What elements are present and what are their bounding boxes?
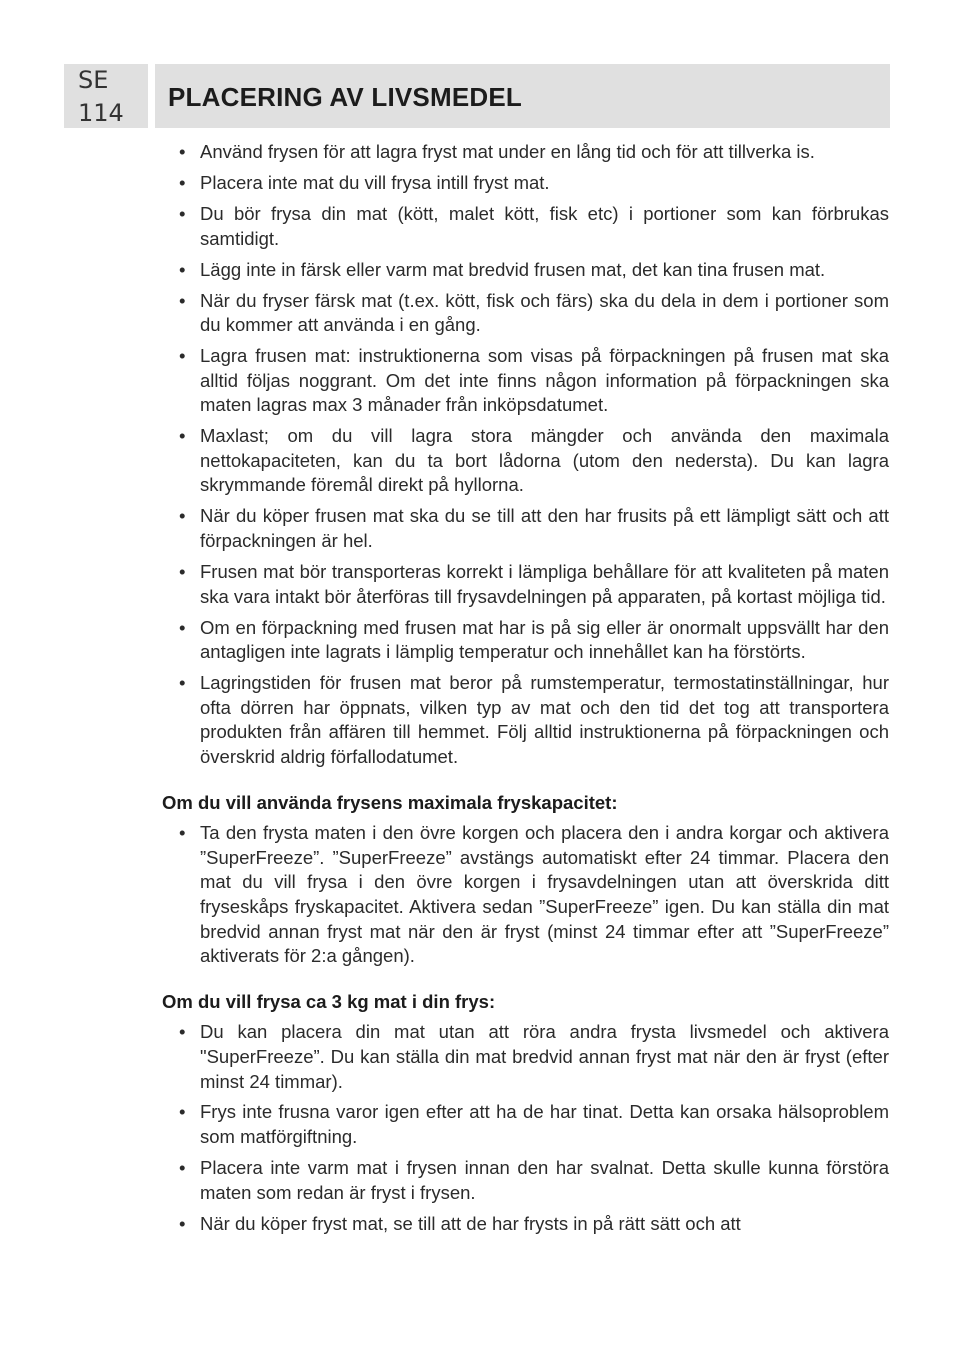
storage-list: [162, 140, 889, 770]
list-item: • Ta den frysta maten i den övre korgen och placera den i andra korgar och aktivera ”SuperFreeze”. ”SuperFreeze” avstängs automatiskt efter 24 timmar. Placera den mat du vill frysa i den övre korgen i frysavdelningen utan att överskrida ditt fryseskåps fryskapacitet. Aktivera sedan ”SuperFreeze” igen. Du kan ställa din mat bredvid annan fryst mat när den är fryst (minst 24 timmar efter att ”SuperFreeze” aktiverats för 2:a gången).: [162, 821, 889, 969]
list-item: • Lagringstiden för frusen mat beror på rumstemperatur, termostatinställningar, hur ofta dörren har öppnats, vilken typ av mat och den tid det tog att transportera produkten från affären till hemmet. Följ alltid instruktionerna på förpackningen och överskrid aldrig förfallodatumet.: [162, 671, 889, 769]
list-item: • Du kan placera din mat utan att röra andra frysta livsmedel och aktivera "SuperFreeze”. Du kan ställa din mat bredvid annan fryst mat när den är fryst (efter minst 24 timmar).: [162, 1020, 889, 1094]
page-title: PLACERING AV LIVSMEDEL: [168, 82, 522, 112]
list-item: • Frusen mat bör transporteras korrekt i lämpliga behållare för att kvaliteten på maten ska vara intakt bör återföras till frysavdelningen på apparaten, på kortast möjliga tid.: [162, 560, 889, 609]
language-code: SE: [78, 66, 109, 94]
list-item: • Om en förpackning med frusen mat har is på sig eller är onormalt uppsvällt har den antagligen inte lagrats i lämplig temperatur och innehållet kan ha förstörts.: [162, 616, 889, 665]
list-item: • Du bör frysa din mat (kött, malet kött, fisk etc) i portioner som kan förbrukas samtidigt.: [162, 202, 889, 251]
content: [162, 140, 889, 1243]
page-number: 114: [78, 99, 124, 127]
section-heading-3kg: Om du vill frysa ca 3 kg mat i din frys:: [162, 990, 496, 1012]
list-item: • Lägg inte in färsk eller varm mat bredvid frusen mat, det kan tina frusen mat.: [162, 258, 889, 283]
list-item: • Placera inte mat du vill frysa intill fryst mat.: [162, 171, 889, 196]
list-item: • När du fryser färsk mat (t.ex. kött, fisk och färs) ska du dela in dem i portioner som du kommer att använda i en gång.: [162, 289, 889, 338]
list-item: • Lagra frusen mat: instruktionerna som visas på förpackningen på frusen mat ska alltid följas noggrant. Om det inte finns någon information på förpackningen ska maten lagras max 3 månader från inköpsdatumet.: [162, 344, 889, 418]
list-item: • Maxlast; om du vill lagra stora mängder och använda den maximala nettokapaciteten, kan du ta bort lådorna (utom den nedersta). Du kan lagra skrymmande föremål direkt på hyllorna.: [162, 424, 889, 498]
list-item: • Placera inte varm mat i frysen innan den har svalnat. Detta skulle kunna förstöra maten som redan är fryst i frysen.: [162, 1156, 889, 1205]
list-item: • När du köper frusen mat ska du se till att den har frusits på ett lämpligt sätt och att förpackningen är hel.: [162, 504, 889, 553]
list-item: • När du köper fryst mat, se till att de har frysts in på rätt sätt och att: [162, 1212, 889, 1237]
freeze-3kg-list: [162, 1020, 889, 1236]
max-capacity-list: [162, 821, 889, 969]
list-item: • Använd frysen för att lagra fryst mat under en lång tid och för att tillverka is.: [162, 140, 889, 165]
section-heading-max-capacity: Om du vill använda frysens maximala fryskapacitet:: [162, 791, 618, 813]
list-item: • Frys inte frusna varor igen efter att ha de har tinat. Detta kan orsaka hälsoproblem som matförgiftning.: [162, 1100, 889, 1149]
